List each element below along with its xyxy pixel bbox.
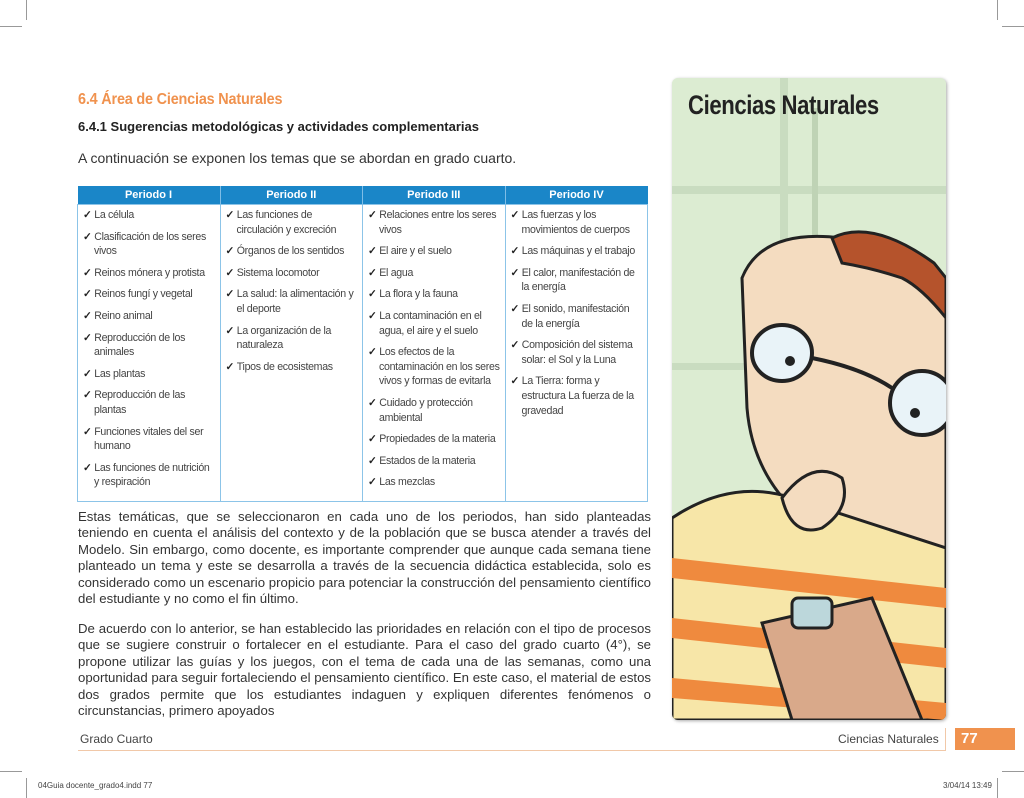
topic-item: ✓ El agua (368, 266, 501, 281)
table-column (363, 205, 506, 502)
topic-item: ✓ El aire y el suelo (368, 244, 501, 259)
topic-item: ✓ El calor, manifestación de la energía (511, 266, 644, 295)
panel-title: Ciencias Naturales (688, 90, 879, 120)
topic-item: ✓ Reproducción de los animales (83, 331, 216, 360)
topic-item: ✓ Las fuerzas y los movimientos de cuerpos (511, 208, 644, 237)
footer-grade: Grado Cuarto (80, 732, 153, 746)
topic-item: ✓ La salud: la alimentación y el deporte (226, 287, 359, 316)
subsection-heading: 6.4.1 Sugerencias metodológicas y actividades complementarias (78, 119, 480, 134)
topic-item: ✓ Composición del sistema solar: el Sol y la Luna (511, 338, 644, 367)
topic-item: ✓ Reinos fungí y vegetal (83, 287, 216, 302)
topic-item: ✓ La flora y la fauna (368, 287, 501, 302)
topic-item: ✓ La contaminación en el agua, el aire y el suelo (368, 309, 501, 338)
crop-mark (0, 771, 22, 772)
topic-item: ✓ Funciones vitales del ser humano (83, 425, 216, 454)
body-paragraph: Estas temáticas, que se seleccionaron en cada uno de los periodos, han sido planteadas teniendo en cuenta el análisis del contexto y de la población que se busca atender a través del Modelo. Sin embargo, como docente, es importante comprender que aunque cada semana tiene planteado un tema y este se desarrolla a través de la secuencia didáctica establecida, solo es considerado como un escenario propicio para potenciar la construcción del pensamiento científico del estudiante y no como el fin último. (78, 509, 651, 607)
crop-mark (997, 0, 998, 20)
topic-item: ✓ Las mezclas (368, 475, 501, 490)
topic-item: ✓ Reinos mónera y protista (83, 266, 216, 281)
slug-file: 04Guia docente_grado4.indd 77 (38, 781, 153, 790)
topic-item: ✓ El sonido, manifestación de la energía (511, 302, 644, 331)
footer-divider (945, 728, 946, 750)
table-header: Periodo II (220, 186, 363, 205)
table-column (220, 205, 363, 502)
crop-mark (26, 0, 27, 20)
topic-item: ✓ La célula (83, 208, 216, 223)
crop-mark (997, 778, 998, 798)
topic-item: ✓ Las funciones de nutrición y respiración (83, 461, 216, 490)
topic-item: ✓ Cuidado y protección ambiental (368, 396, 501, 425)
table-header: Periodo IV (505, 186, 648, 205)
topic-item: ✓ Reino animal (83, 309, 216, 324)
topic-item: ✓ Propiedades de la materia (368, 432, 501, 447)
topic-item: ✓ La Tierra: forma y estructura La fuerza de la gravedad (511, 374, 644, 418)
table-header: Periodo I (78, 186, 221, 205)
topic-item: ✓ Clasificación de los seres vivos (83, 230, 216, 259)
topic-item: ✓ Los efectos de la contaminación en los seres vivos y formas de evitarla (368, 345, 501, 389)
table-column (78, 205, 221, 502)
topic-item: ✓ Reproducción de las plantas (83, 388, 216, 417)
page-number: 77 (955, 728, 1015, 750)
topic-item: ✓ Órganos de los sentidos (226, 244, 359, 259)
body-paragraph: De acuerdo con lo anterior, se han establecido las prioridades en relación con el tipo de procesos que se sugiere construir o fortalecer en el estudiante. Para el caso del grado cuarto (4°), se propone utilizar las guías y los juegos, con el tema de cada una de las semanas, como una oportunidad para seguir fortaleciendo el pensamiento científico. En este caso, el material de estos dos grados permite que los estudiantes indaguen y expliquen diferentes fenómenos o circunstancias, primero apoyados (78, 621, 651, 719)
crop-mark (1002, 771, 1024, 772)
intro-text: A continuación se exponen los temas que se abordan en grado cuarto. (78, 150, 517, 166)
crop-mark (0, 26, 22, 27)
topics-table (77, 186, 648, 502)
topic-item: ✓ Las plantas (83, 367, 216, 382)
section-heading: 6.4 Área de Ciencias Naturales (78, 91, 283, 108)
crop-mark (26, 778, 27, 798)
topic-item: ✓ Estados de la materia (368, 454, 501, 469)
footer-subject: Ciencias Naturales (838, 732, 939, 746)
table-column (505, 205, 648, 502)
topic-item: ✓ Tipos de ecosistemas (226, 360, 359, 375)
topic-item: ✓ Las funciones de circulación y excreción (226, 208, 359, 237)
topic-item: ✓ Sistema locomotor (226, 266, 359, 281)
crop-mark (1002, 26, 1024, 27)
slug-date: 3/04/14 13:49 (943, 781, 992, 790)
table-header: Periodo III (363, 186, 506, 205)
topic-item: ✓ Las máquinas y el trabajo (511, 244, 644, 259)
topic-item: ✓ La organización de la naturaleza (226, 324, 359, 353)
topic-item: ✓ Relaciones entre los seres vivos (368, 208, 501, 237)
illustration-panel (672, 78, 946, 720)
footer-divider (78, 750, 946, 751)
boy-illustration (672, 78, 946, 720)
